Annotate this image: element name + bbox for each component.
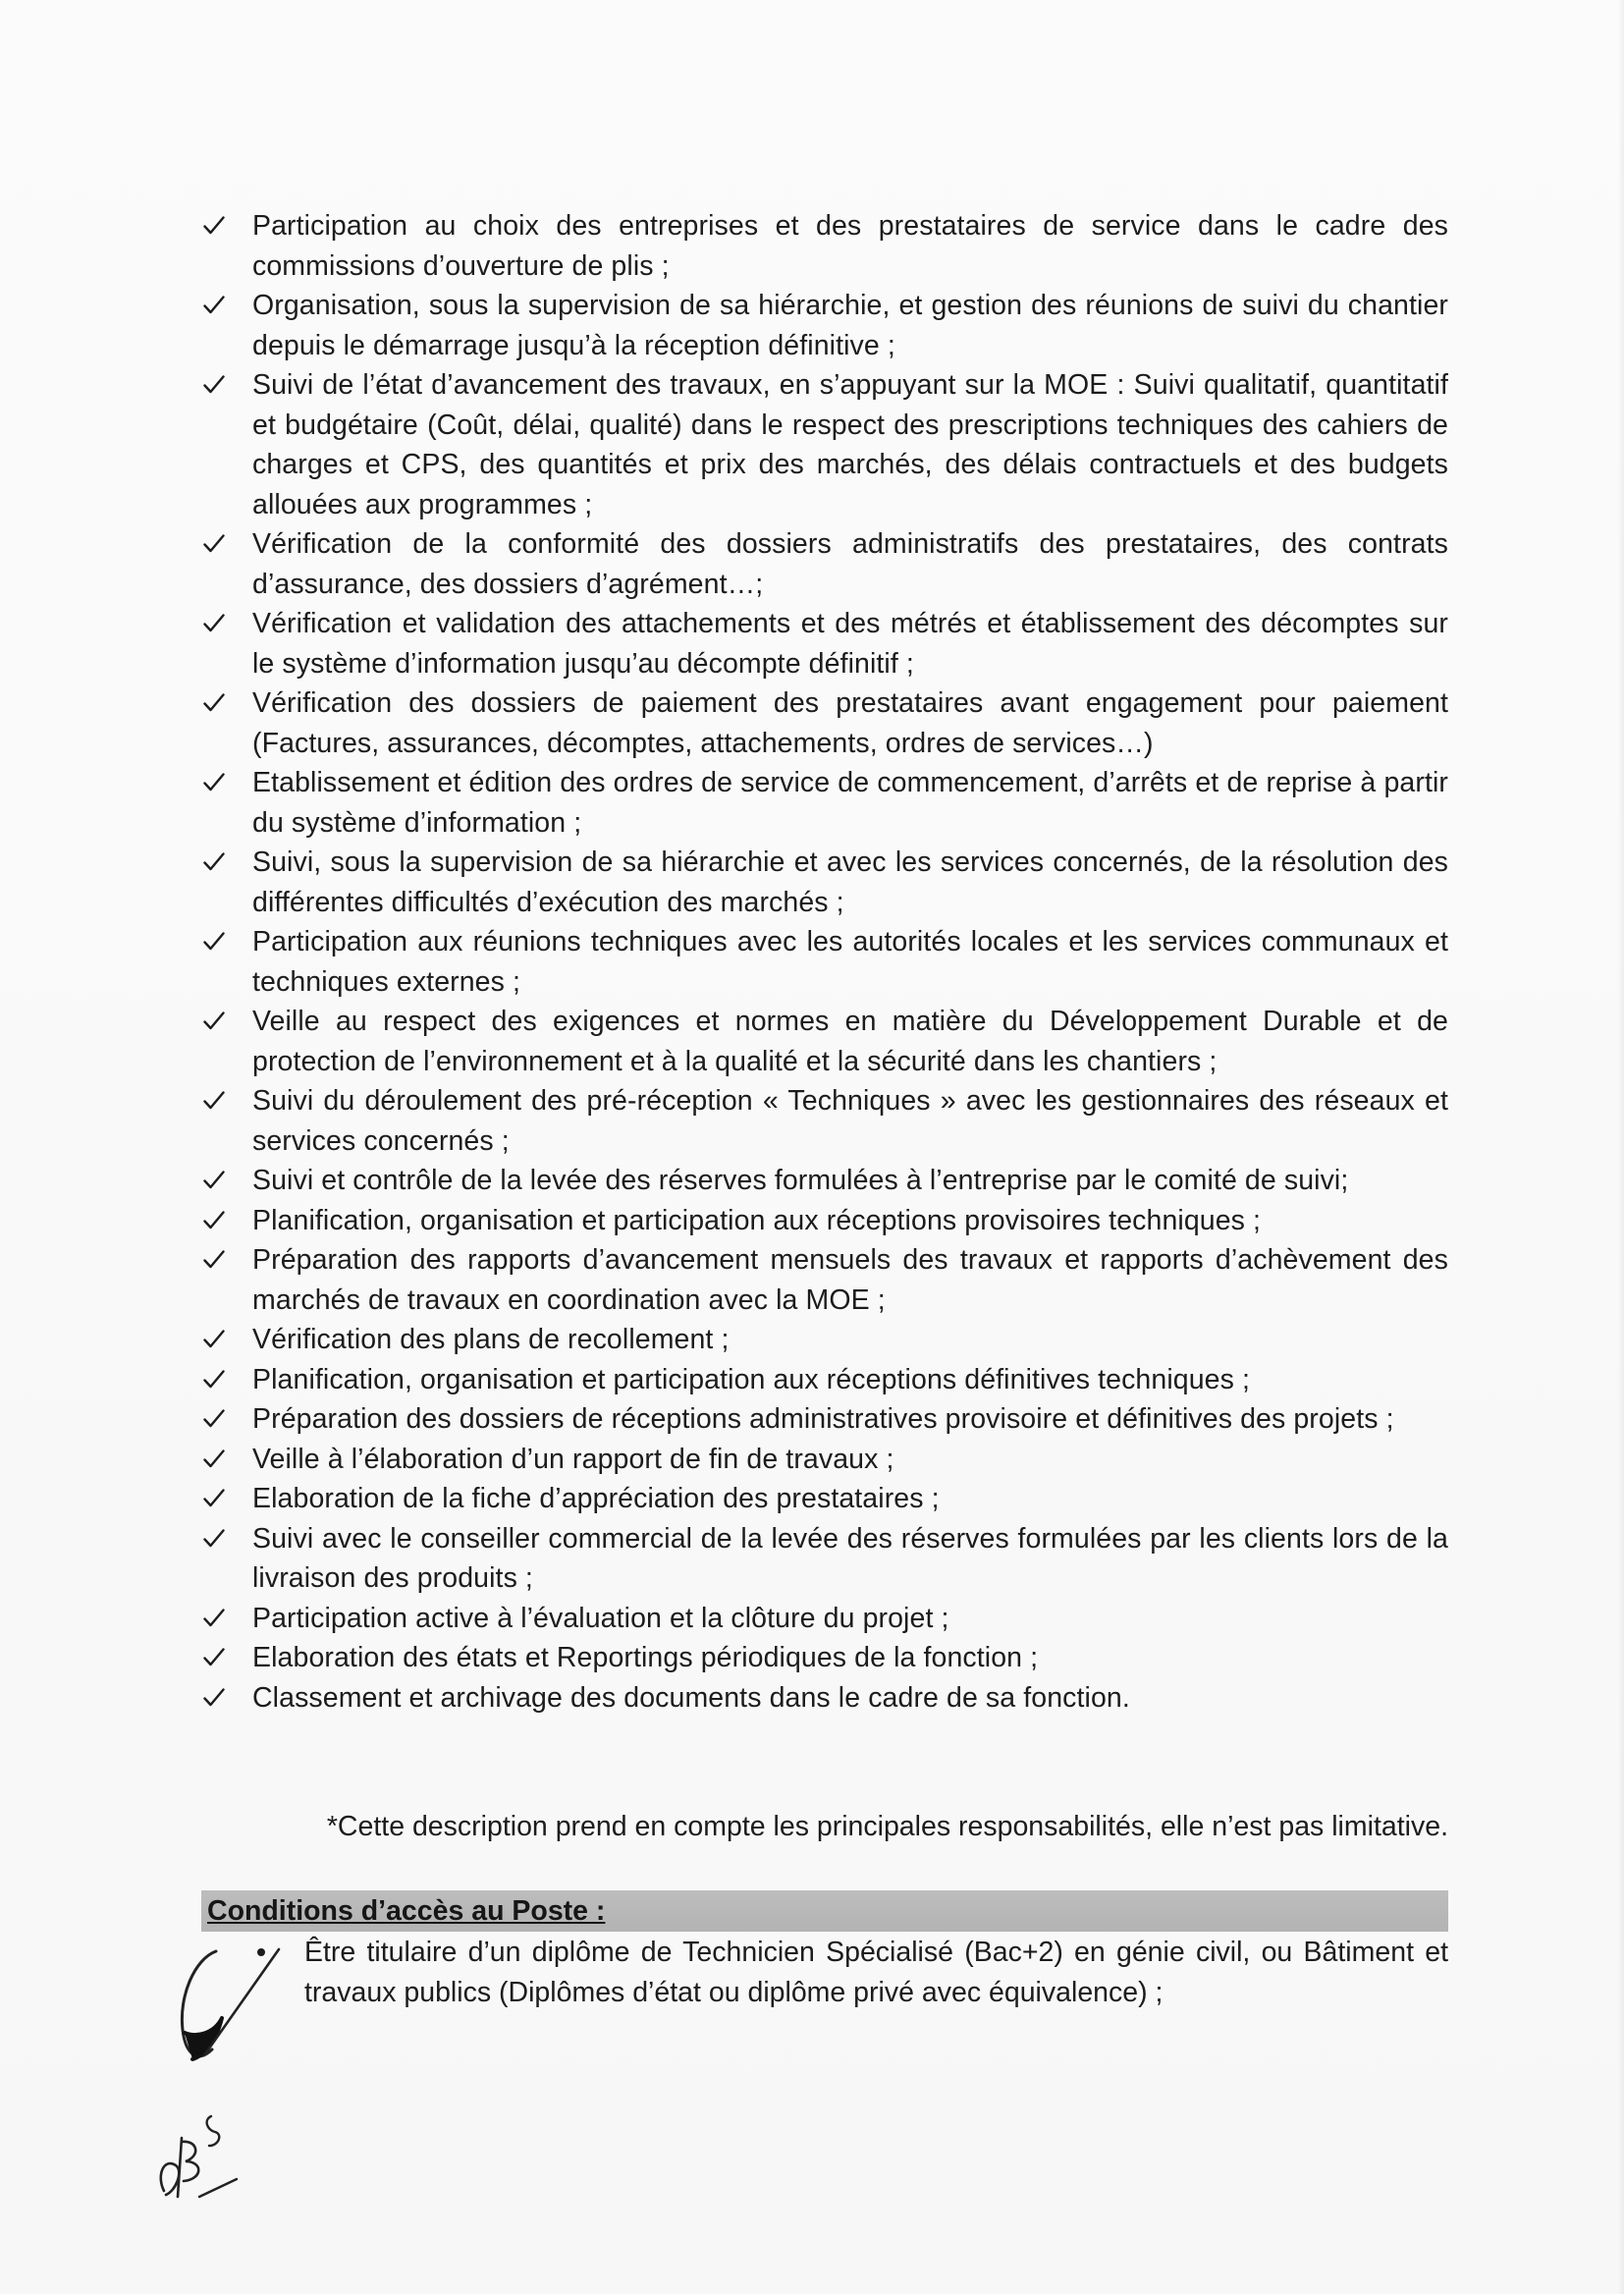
checkmark-icon (201, 1081, 227, 1120)
checkmark-icon (201, 1399, 227, 1439)
footnote: *Cette description prend en compte les principales responsabilités, elle n’est pas limitative. (326, 1811, 1448, 1842)
checkmark-icon (201, 524, 227, 564)
checkmark-icon (201, 1002, 227, 1041)
conditions-section-header (201, 1890, 1448, 1932)
list-item-text: Suivi de l’état d’avancement des travaux, en s’appuyant sur la MOE : Suivi qualitatif, quantitatif et budgétaire (Coût, délai, qualité) dans le respect des prescriptions techniques des cahiers de charges et CPS, des quantités et prix des marchés, des délais contractuels et des budgets allouées aux programmes ; (252, 369, 1448, 520)
list-item-text: Suivi, sous la supervision de sa hiérarchie et avec les services concernés, de la résolution des différentes difficultés d’exécution des marchés ; (252, 847, 1448, 918)
list-item-text: Vérification de la conformité des dossiers administratifs des prestataires, des contrats d’assurance, des dossiers d’agrément…; (252, 528, 1448, 600)
list-item (201, 1081, 1448, 1161)
checkmark-icon (201, 763, 227, 802)
list-item-text: Participation au choix des entreprises et des prestataires de service dans le cadre des commissions d’ouverture de plis ; (252, 210, 1448, 282)
list-item (201, 1201, 1448, 1241)
checkmark-icon (201, 1320, 227, 1359)
list-item-text: Veille à l’élaboration d’un rapport de fin de travaux ; (252, 1443, 894, 1475)
list-item-text: Vérification des plans de recollement ; (252, 1324, 730, 1355)
list-item-text: Veille au respect des exigences et normes en matière du Développement Durable et de protection de l’environnement et à la qualité et la sécurité dans les chantiers ; (252, 1006, 1448, 1077)
signature-mark (157, 1939, 304, 2106)
checkmark-icon (201, 1599, 227, 1638)
checkmark-icon (201, 922, 227, 961)
checkmark-icon (201, 286, 227, 325)
list-item-text: Planification, organisation et participation aux réceptions provisoires techniques ; (252, 1204, 1262, 1236)
list-item (201, 1440, 1448, 1480)
list-item-text: Suivi avec le conseiller commercial de la levée des réserves formulées par les clients lors de la livraison des produits ; (252, 1522, 1448, 1594)
list-item (201, 1240, 1448, 1320)
list-item (201, 286, 1448, 365)
list-item (201, 524, 1448, 604)
list-item (201, 1002, 1448, 1081)
list-item (253, 1933, 1448, 2012)
list-item-text: Planification, organisation et participation aux réceptions définitives techniques ; (252, 1363, 1251, 1395)
list-item-text: Classement et archivage des documents dans le cadre de sa fonction. (252, 1681, 1130, 1714)
list-item-text: Participation active à l’évaluation et la clôture du projet ; (252, 1602, 949, 1634)
checkmark-icon (201, 1479, 227, 1518)
responsibilities-list (201, 206, 1448, 1718)
scan-edge-shadow (1618, 0, 1624, 2294)
list-item (201, 1599, 1448, 1639)
checkmark-icon (201, 1440, 227, 1479)
checkmark-icon (201, 365, 227, 405)
list-item (201, 1399, 1448, 1440)
checkmark-icon (201, 1240, 227, 1280)
list-item (201, 1161, 1448, 1201)
list-item-text: Préparation des dossiers de réceptions administratives provisoire et définitives des projets ; (252, 1403, 1394, 1435)
list-item (201, 1519, 1448, 1599)
list-item (201, 1678, 1448, 1719)
list-item (201, 1320, 1448, 1360)
list-item (201, 365, 1448, 524)
checkmark-icon (201, 1638, 227, 1677)
list-item (201, 683, 1448, 763)
list-item (201, 763, 1448, 843)
list-item (201, 1638, 1448, 1678)
conditions-list (253, 1933, 1448, 2012)
list-item-text: Être titulaire d’un diplôme de Technicien Spécialisé (Bac+2) en génie civil, ou Bâtiment et travaux publics (Diplômes d’état ou diplôme privé avec équivalence) ; (304, 1937, 1448, 2008)
list-item-text: Etablissement et édition des ordres de service de commencement, d’arrêts et de reprise à partir du système d’information ; (252, 767, 1448, 839)
list-item-text: Organisation, sous la supervision de sa hiérarchie, et gestion des réunions de suivi du chantier depuis le démarrage jusqu’à la réception définitive ; (252, 290, 1448, 361)
checkmark-icon (201, 1161, 227, 1200)
list-item-text: Participation aux réunions techniques avec les autorités locales et les services communaux et techniques externes ; (252, 926, 1448, 998)
checkmark-icon (201, 1201, 227, 1240)
section-title: Conditions d’accès au Poste : (207, 1895, 606, 1927)
checkmark-icon (201, 683, 227, 723)
list-item (201, 843, 1448, 922)
checkmark-icon (201, 1678, 227, 1718)
initials-mark (142, 2106, 250, 2205)
list-item-text: Elaboration des états et Reportings périodiques de la fonction ; (252, 1642, 1039, 1673)
checkmark-icon (201, 843, 227, 882)
list-item-text: Elaboration de la fiche d’appréciation des prestataires ; (252, 1483, 940, 1514)
checkmark-icon (201, 604, 227, 643)
checkmark-icon (201, 206, 227, 246)
list-item (201, 206, 1448, 286)
list-item-text: Vérification et validation des attachements et des métrés et établissement des décomptes sur le système d’information jusqu’au décompte définitif ; (252, 608, 1448, 680)
list-item-text: Préparation des rapports d’avancement mensuels des travaux et rapports d’achèvement des marchés de travaux en coordination avec la MOE ; (252, 1244, 1448, 1316)
checkmark-icon (201, 1360, 227, 1399)
checkmark-icon (201, 1519, 227, 1558)
list-item-text: Vérification des dossiers de paiement des prestataires avant engagement pour paiement (Factures, assurances, décomptes, attachements, ordres de services…) (252, 687, 1448, 759)
list-item-text: Suivi et contrôle de la levée des réserves formulées à l’entreprise par le comité de suivi; (252, 1165, 1349, 1196)
list-item-text: Suivi du déroulement des pré-réception « Techniques » avec les gestionnaires des réseaux et services concernés ; (252, 1085, 1448, 1157)
list-item (201, 1479, 1448, 1519)
list-item (201, 1360, 1448, 1400)
list-item (201, 922, 1448, 1002)
list-item (201, 604, 1448, 683)
